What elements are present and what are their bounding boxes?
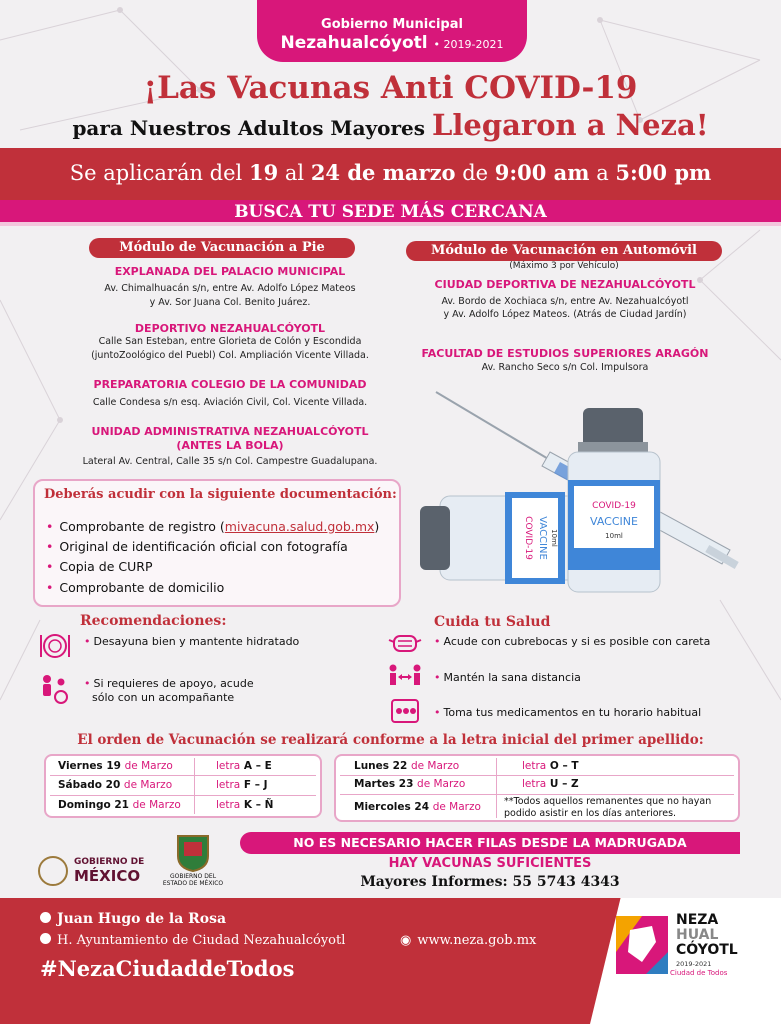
site-address: Lateral Av. Central, Calle 35 s/n Col. Campestre Guadalupana. bbox=[82, 456, 378, 467]
recommendation-text: Desayuna bien y mantente hidratado bbox=[93, 635, 300, 648]
day-label: Viernes 19 bbox=[58, 760, 121, 772]
site-name: FACULTAD DE ESTUDIOS SUPERIORES ARAGÓN bbox=[421, 347, 709, 360]
doc-item-text: Comprobante de domicilio bbox=[59, 580, 225, 595]
letter-range: K – Ñ bbox=[243, 799, 274, 811]
health-tip: • Toma tus medicamentos en tu horario habitual bbox=[434, 706, 702, 719]
letter-label: letra bbox=[522, 778, 547, 790]
vaccine-vials-illustration bbox=[400, 380, 780, 620]
schedule-day bbox=[354, 778, 465, 790]
drive-thru-limit: (Máximo 3 por Vehículo) bbox=[509, 261, 619, 271]
government-badge bbox=[257, 0, 527, 62]
vial-right-top: COVID-19 bbox=[592, 501, 636, 511]
health-tip-text: Acude con cubrebocas y si es posible con careta bbox=[443, 635, 711, 648]
letter-range: F – J bbox=[243, 779, 268, 791]
recommendation-text: Si requieres de apoyo, acude bbox=[93, 677, 254, 690]
facebook-icon bbox=[40, 912, 51, 923]
neza-logo-line1: NEZA bbox=[676, 912, 719, 928]
site-name-note: (ANTES LA BOLA) bbox=[176, 439, 284, 452]
social-distance-icon bbox=[388, 662, 422, 692]
site-address: (juntoZoológico del Puebl) Col. Ampliación Vicente Villada. bbox=[91, 350, 369, 361]
letter-label: letra bbox=[216, 779, 241, 791]
facebook-link-1[interactable] bbox=[40, 911, 226, 927]
vial-right-bottom: VACCINE bbox=[590, 515, 638, 528]
medication-icon bbox=[388, 696, 422, 726]
date-text: a bbox=[596, 161, 609, 185]
health-tip: • Mantén la sana distancia bbox=[434, 671, 581, 684]
enough-vaccines-text: HAY VACUNAS SUFICIENTES bbox=[388, 856, 592, 871]
walk-in-module-title: Módulo de Vacunación a Pie bbox=[89, 238, 355, 258]
globe-icon: ◉ bbox=[400, 933, 412, 948]
site-name: DEPORTIVO NEZAHUALCÓYOTL bbox=[134, 322, 326, 335]
registration-link[interactable]: mivacuna.salud.gob.mx bbox=[224, 519, 375, 534]
site-address: Calle San Esteban, entre Glorieta de Colón y Escondida bbox=[98, 336, 362, 347]
hashtag: #NezaCiudaddeTodos bbox=[40, 956, 295, 981]
site-name: UNIDAD ADMINISTRATIVA NEZAHUALCÓYOTL bbox=[91, 425, 369, 438]
vaccination-order-title: El orden de Vacunación se realizará conforme a la letra inicial del primer apellido: bbox=[77, 732, 704, 748]
site-address: Av. Chimalhuacán s/n, entre Av. Adolfo López Mateos bbox=[104, 283, 356, 294]
schedule-day bbox=[58, 799, 181, 811]
breakfast-plate-icon bbox=[38, 631, 72, 661]
website-text: www.neza.gob.mx bbox=[417, 933, 537, 948]
health-tip-text: Toma tus medicamentos en tu horario habitual bbox=[443, 706, 702, 719]
schedule-letters bbox=[216, 799, 273, 811]
doc-item-identificacion: • Original de identificación oficial con fotografía bbox=[46, 539, 348, 554]
neza-coyote-logo-icon bbox=[612, 912, 672, 978]
site-address: y Av. Sor Juana Col. Benito Juárez. bbox=[149, 297, 311, 308]
main-title: ¡Las Vacunas Anti COVID-19 bbox=[143, 70, 638, 106]
doc-item-text: Original de identificación oficial con fotografía bbox=[59, 539, 348, 554]
site-address: Calle Condesa s/n esq. Aviación Civil, Col. Vicente Villada. bbox=[92, 397, 368, 408]
month-label: de Marzo bbox=[432, 801, 481, 813]
letter-range: A – E bbox=[243, 760, 272, 772]
doc-item-curp: • Copia de CURP bbox=[46, 559, 153, 574]
gob-mex-line2: MÉXICO bbox=[74, 867, 141, 885]
health-care-title: Cuida tu Salud bbox=[434, 614, 551, 630]
recommendation-item: • Si requieres de apoyo, acude bbox=[84, 677, 254, 690]
time-end: 5:00 pm bbox=[615, 160, 712, 185]
month-label: de Marzo bbox=[417, 778, 466, 790]
facebook-2-text: H. Ayuntamiento de Ciudad Nezahualcóyotl bbox=[57, 933, 346, 948]
date-end: 24 de marzo bbox=[310, 160, 456, 185]
date-start: 19 bbox=[248, 160, 279, 185]
schedule-day bbox=[354, 760, 459, 772]
vial-left-bottom: VACCINE bbox=[537, 516, 548, 560]
schedule-letters bbox=[216, 760, 272, 772]
schedule-table-left bbox=[44, 754, 322, 818]
month-label: de Marzo bbox=[123, 779, 173, 791]
facebook-icon bbox=[40, 933, 51, 944]
schedule-table-right bbox=[334, 754, 740, 822]
schedule-letters bbox=[522, 760, 579, 772]
day-label: Domingo 21 bbox=[58, 799, 129, 811]
info-phone: Mayores Informes: 55 5743 4343 bbox=[360, 874, 620, 890]
day-label: Martes 23 bbox=[354, 778, 414, 790]
month-label: de Marzo bbox=[124, 760, 173, 772]
edomex-line2: ESTADO DE MÉXICO bbox=[162, 880, 224, 887]
vial-left-top: COVID-19 bbox=[523, 516, 533, 560]
facebook-link-2[interactable] bbox=[40, 933, 345, 948]
recommendations-title: Recomendaciones: bbox=[80, 613, 227, 629]
website-link[interactable] bbox=[400, 933, 536, 948]
doc-item-text: ) bbox=[374, 519, 380, 534]
letter-label: letra bbox=[522, 760, 547, 772]
gov-period: • 2019-2021 bbox=[433, 38, 504, 51]
letter-range: U – Z bbox=[549, 778, 579, 790]
documentation-title: Deberás acudir con la siguiente documentación: bbox=[44, 487, 397, 502]
month-label: de Marzo bbox=[132, 799, 181, 811]
remanentes-line: **Todos aquellos remanentes que no hayan bbox=[504, 796, 712, 807]
day-label: Miercoles 24 bbox=[354, 801, 430, 813]
neza-logo-period: 2019-2021 bbox=[676, 960, 712, 968]
doc-item-text: Comprobante de registro ( bbox=[59, 519, 225, 534]
edomex-line1: GOBIERNO DEL bbox=[169, 873, 217, 880]
month-label: de Marzo bbox=[410, 760, 460, 772]
gov-name-line bbox=[257, 33, 527, 53]
estado-mexico-shield-icon bbox=[176, 832, 210, 872]
gov-line1: Gobierno Municipal bbox=[321, 17, 463, 32]
no-lines-banner: NO ES NECESARIO HACER FILAS DESDE LA MADRUGADA bbox=[240, 832, 740, 854]
companion-support-icon bbox=[38, 674, 72, 704]
date-text: Se aplicarán del bbox=[69, 161, 243, 185]
neza-logo-line3: CÓYOTL bbox=[676, 942, 738, 958]
schedule-letters bbox=[522, 778, 579, 790]
recommendation-text-cont: sólo con un acompañante bbox=[92, 691, 235, 704]
day-label: Sábado 20 bbox=[58, 779, 121, 791]
site-address: Av. Bordo de Xochiaca s/n, entre Av. Nezahualcóyotl bbox=[441, 296, 689, 307]
gov-name: Nezahualcóyotl bbox=[280, 33, 428, 53]
doc-item-text: Copia de CURP bbox=[59, 559, 153, 574]
health-tip: • Acude con cubrebocas y si es posible con careta bbox=[434, 635, 711, 648]
remanentes-line: podido asistir en los días anteriores. bbox=[504, 808, 677, 819]
site-name: PREPARATORIA COLEGIO DE LA COMUNIDAD bbox=[93, 378, 367, 391]
schedule-day bbox=[354, 801, 481, 813]
site-address: Av. Rancho Seco s/n Col. Impulsora bbox=[481, 362, 649, 373]
neza-logo-slogan: Ciudad de Todos bbox=[670, 969, 728, 977]
drive-thru-module-title: Módulo de Vacunación en Automóvil bbox=[406, 241, 722, 261]
date-band bbox=[0, 148, 781, 200]
health-tip-text: Mantén la sana distancia bbox=[443, 671, 581, 684]
facebook-1-text: Juan Hugo de la Rosa bbox=[57, 911, 227, 927]
vial-left-ml: 10ml bbox=[550, 529, 558, 547]
vial-right-ml: 10ml bbox=[605, 532, 623, 540]
recommendation-item: • Desayuna bien y mantente hidratado bbox=[84, 635, 300, 648]
neza-logo-line2: HUAL bbox=[676, 927, 719, 943]
doc-item-domicilio: • Comprobante de domicilio bbox=[46, 580, 225, 595]
letter-range: O – T bbox=[549, 760, 579, 772]
subtitle-highlight: Llegaron a Neza! bbox=[431, 108, 709, 142]
gob-mex-line1: GOBIERNO DE bbox=[74, 857, 145, 867]
subtitle-line bbox=[0, 108, 781, 142]
letter-label: letra bbox=[216, 799, 241, 811]
time-start: 9:00 am bbox=[494, 160, 590, 185]
date-text: al bbox=[284, 161, 305, 185]
letter-label: letra bbox=[216, 760, 241, 772]
site-name: EXPLANADA DEL PALACIO MUNICIPAL bbox=[114, 265, 346, 278]
schedule-day bbox=[58, 779, 172, 791]
find-site-banner: BUSCA TU SEDE MÁS CERCANA bbox=[0, 200, 781, 226]
schedule-day bbox=[58, 760, 173, 772]
vaccine-vial-right bbox=[568, 408, 660, 592]
neza-logo-text bbox=[676, 913, 738, 958]
date-text: de bbox=[462, 161, 489, 185]
gobierno-mexico-seal-icon bbox=[38, 856, 68, 886]
site-name: CIUDAD DEPORTIVA DE NEZAHUALCÓYOTL bbox=[434, 278, 696, 291]
schedule-letters bbox=[216, 779, 268, 791]
face-mask-icon bbox=[388, 628, 422, 658]
remanentes-note bbox=[504, 796, 738, 820]
doc-item-registro: • Comprobante de registro (mivacuna.salud.gob.mx) bbox=[46, 519, 380, 534]
site-address: y Av. Adolfo López Mateos. (Atrás de Ciudad Jardín) bbox=[443, 309, 687, 320]
subtitle-prefix: para Nuestros Adultos Mayores bbox=[72, 116, 426, 140]
day-label: Lunes 22 bbox=[354, 760, 408, 772]
